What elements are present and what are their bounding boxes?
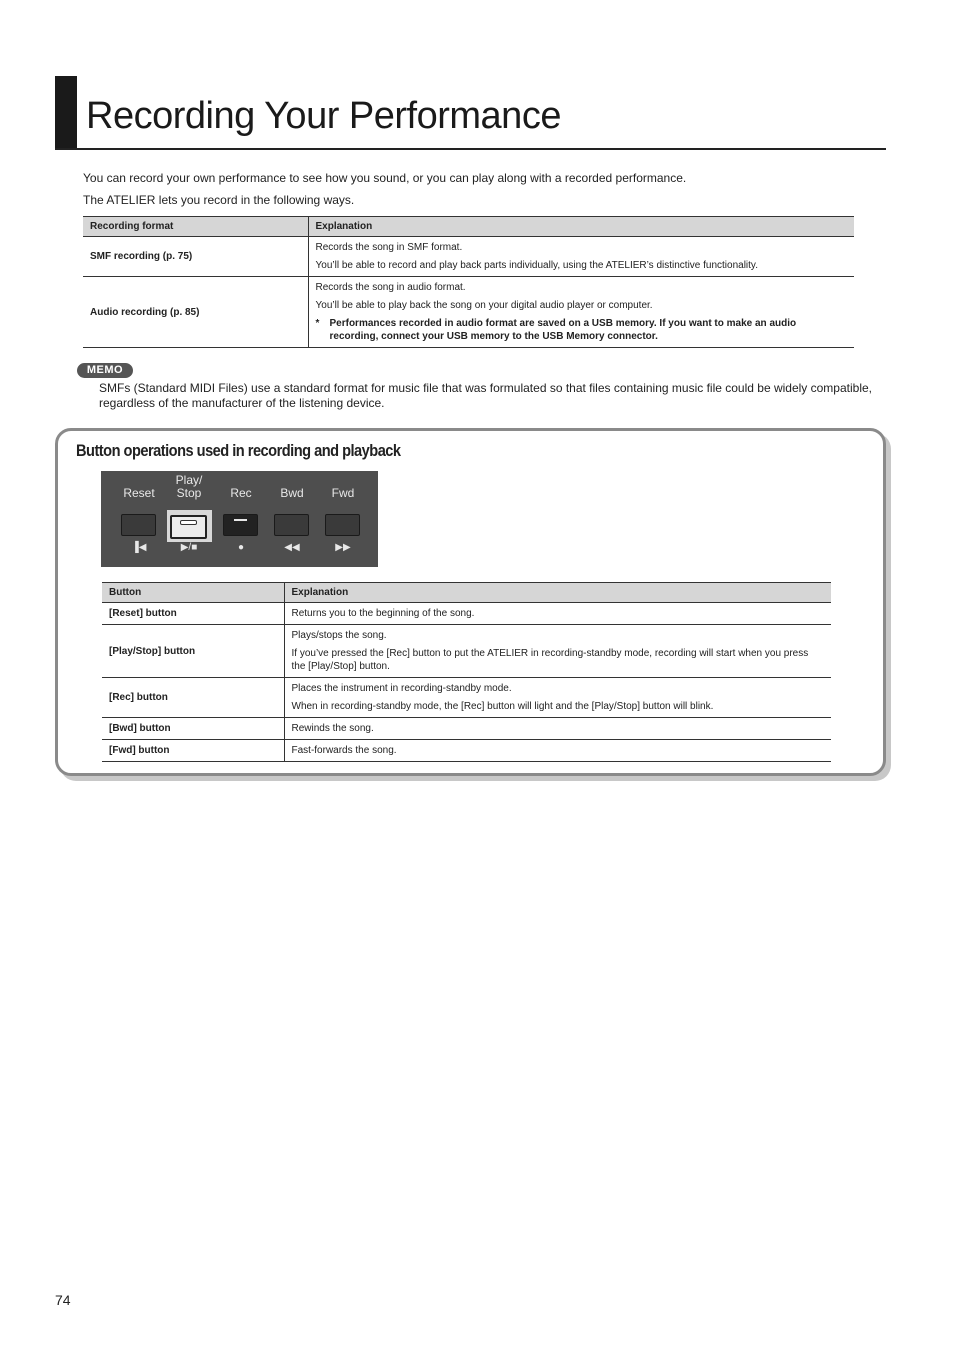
rewind-icon: ◀◀ (284, 542, 300, 553)
table-row (83, 237, 854, 277)
explanation-line: Records the song in audio format. (315, 282, 466, 293)
button-explanation (284, 718, 831, 740)
explanation-line: Fast-forwards the song. (291, 745, 397, 756)
button-name: [Bwd] button (102, 718, 284, 740)
bwd-key (267, 471, 317, 567)
table-row (102, 740, 831, 762)
reset-key-cap (121, 514, 156, 536)
column-header: Button (102, 583, 284, 603)
explanation-line: Plays/stops the song. (291, 630, 387, 641)
bwd-key-cap (274, 514, 309, 536)
table-row (102, 678, 831, 718)
column-header: Explanation (308, 217, 854, 237)
rec-key (216, 471, 266, 567)
key-label: Bwd (280, 486, 304, 500)
record-dot-icon: ● (237, 542, 245, 553)
button-explanation (284, 625, 831, 678)
table-row (83, 277, 854, 348)
transport-buttons-illustration (101, 471, 378, 567)
recording-format-table (83, 216, 854, 348)
key-label: Reset (123, 486, 155, 500)
table-row (102, 625, 831, 678)
format-explanation (308, 277, 854, 348)
explanation-line: Returns you to the beginning of the song. (291, 608, 475, 619)
note-asterisk: * (315, 318, 320, 329)
fast-forward-icon: ▶▶ (335, 542, 351, 553)
table-row (102, 718, 831, 740)
page-title-bar (55, 76, 886, 150)
explanation-line: You’ll be able to play back the song on your digital audio player or computer. (315, 300, 653, 311)
explanation-line: Records the song in SMF format. (315, 242, 463, 253)
button-name: [Reset] button (102, 603, 284, 625)
table-header-row (102, 583, 831, 603)
table-header-row (83, 217, 854, 237)
key-label: Rec (230, 486, 252, 500)
page-title: Recording Your Performance (86, 95, 561, 137)
explanation-line: Rewinds the song. (291, 723, 374, 734)
explanation-line: You’ll be able to record and play back parts individually, using the ATELIER’s distinctive functionality. (315, 260, 758, 271)
panel-heading: Button operations used in recording and playback (76, 441, 401, 460)
memo-badge: MEMO (77, 363, 133, 378)
rec-key-cap (223, 514, 258, 536)
column-header: Recording format (83, 217, 308, 237)
explanation-line: When in recording-standby mode, the [Rec] button will light and the [Play/Stop] button will blink. (291, 701, 714, 712)
title-marker-block (55, 76, 77, 148)
note-text: Performances recorded in audio format are saved on a USB memory. If you want to make an audio recording, connect your USB memory to the USB Memory connector. (329, 318, 797, 342)
table-row (102, 603, 831, 625)
format-explanation (308, 237, 854, 277)
format-name: SMF recording (p. 75) (83, 237, 308, 277)
key-label: Play/ (175, 473, 203, 487)
page-number: 74 (55, 1292, 71, 1308)
play-stop-key (157, 471, 207, 567)
intro-paragraph: The ATELIER lets you record in the following ways. (83, 193, 355, 207)
intro-paragraph: You can record your own performance to see how you sound, or you can play along with a recorded performance. (83, 171, 687, 185)
memo-text: SMFs (Standard MIDI Files) use a standard format for music file that was formulated so that files containing music file could be widely compatible, regardless of the manufacturer of the listening device. (99, 381, 872, 410)
button-explanation (284, 678, 831, 718)
key-label: Stop (176, 486, 202, 500)
format-name: Audio recording (p. 85) (83, 277, 308, 348)
usb-memory-note (316, 317, 848, 343)
button-name: [Rec] button (102, 678, 284, 718)
column-header: Explanation (284, 583, 831, 603)
button-name: [Fwd] button (102, 740, 284, 762)
button-explanation (284, 603, 831, 625)
button-name: [Play/Stop] button (102, 625, 284, 678)
play-stop-icon: ▶/■ (180, 542, 198, 553)
fwd-key (318, 471, 368, 567)
skip-to-start-icon: ▐◀ (131, 542, 147, 553)
fwd-key-cap (325, 514, 360, 536)
play-stop-key-cap (170, 515, 207, 539)
button-operations-panel (55, 428, 886, 776)
explanation-line: If you’ve pressed the [Rec] button to put the ATELIER in recording-standby mode, recording will start when you press the [Play/Stop] button. (291, 648, 809, 672)
button-operations-table (102, 582, 831, 762)
explanation-line: Places the instrument in recording-standby mode. (291, 683, 512, 694)
button-explanation (284, 740, 831, 762)
key-label: Fwd (331, 486, 355, 500)
